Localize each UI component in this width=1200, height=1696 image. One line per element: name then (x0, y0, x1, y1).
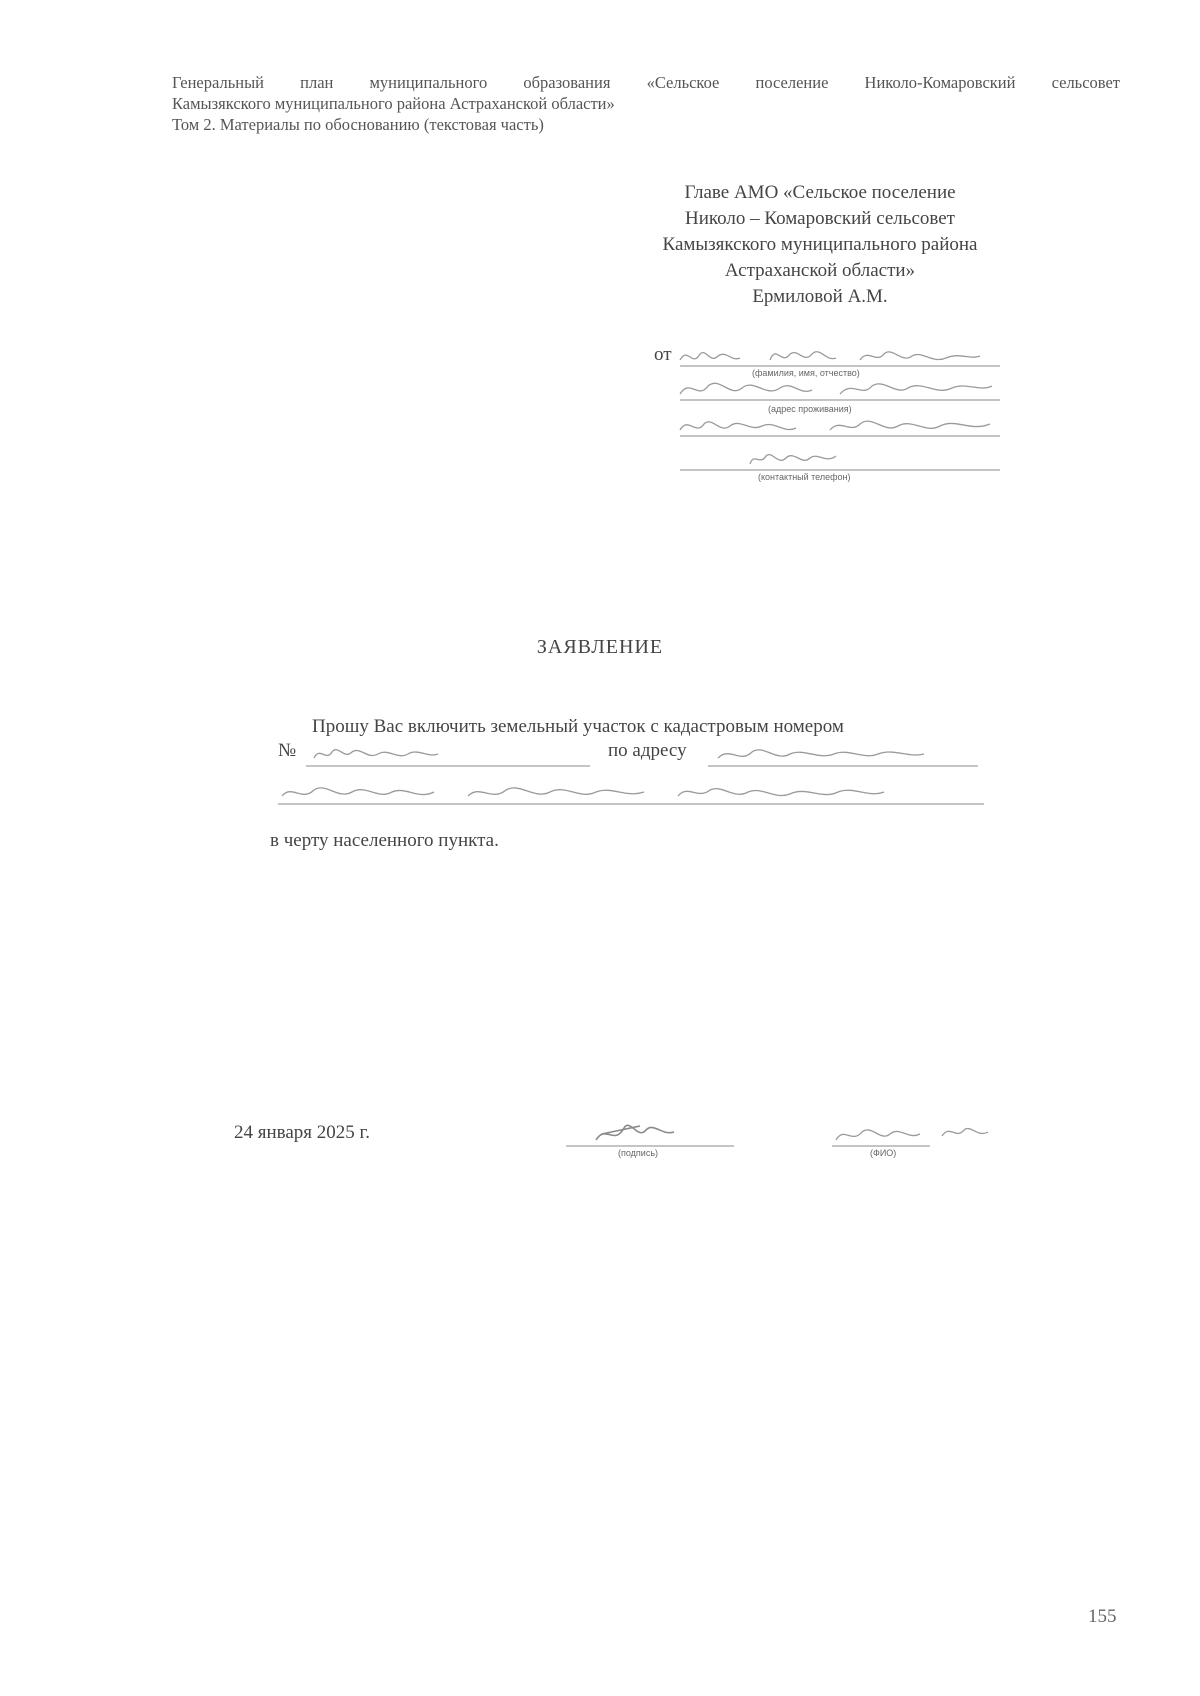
from-prefix: от (654, 344, 672, 365)
phone-caption: (контактный телефон) (758, 472, 851, 482)
address-caption: (адрес проживания) (768, 404, 852, 414)
addressee-line-5: Ермиловой А.М. (752, 286, 888, 307)
document-title: ЗАЯВЛЕНИЕ (536, 636, 664, 658)
handwritten-address-continuation (278, 776, 988, 812)
signature-date: 24 января 2025 г. (234, 1122, 370, 1143)
signature-caption: (подпись) (618, 1148, 659, 1158)
signature-area (566, 1106, 736, 1158)
request-line-1: Прошу Вас включить земельный участок с кадастровым номером (312, 716, 844, 737)
addressee-line-1: Главе АМО «Сельское поселение (684, 182, 956, 203)
fio-caption-signature: (ФИО) (870, 1148, 897, 1158)
addressee-line-2: Николо – Комаровский сельсовет (685, 208, 955, 229)
header-line-1: Генеральный план муниципального образования «Сельское поселение Николо-Комаровский сельсовет (172, 73, 1120, 92)
document-header (172, 72, 1120, 135)
handwritten-cadastral-and-address (278, 736, 988, 776)
addressee-block (590, 180, 1050, 310)
header-line-2: Камызякского муниципального района Астраханской области» (172, 94, 615, 113)
addressee-line-4: Астраханской области» (724, 260, 916, 281)
page-number: 155 (1088, 1606, 1117, 1627)
handwritten-fio (832, 1106, 1002, 1158)
fio-caption: (фамилия, имя, отчество) (752, 368, 860, 378)
addressee-line-3: Камызякского муниципального района (662, 234, 978, 255)
header-line-3: Том 2. Материалы по обоснованию (текстовая часть) (172, 115, 544, 134)
handwritten-applicant-info (640, 338, 1110, 488)
request-line-3: в черту населенного пункта. (270, 830, 499, 851)
cadastral-line (278, 736, 988, 776)
fio-area (832, 1106, 1002, 1158)
address-label: по адресу (608, 740, 687, 761)
address-continuation (278, 776, 988, 812)
from-block (640, 338, 1110, 488)
number-prefix: № (278, 740, 297, 761)
